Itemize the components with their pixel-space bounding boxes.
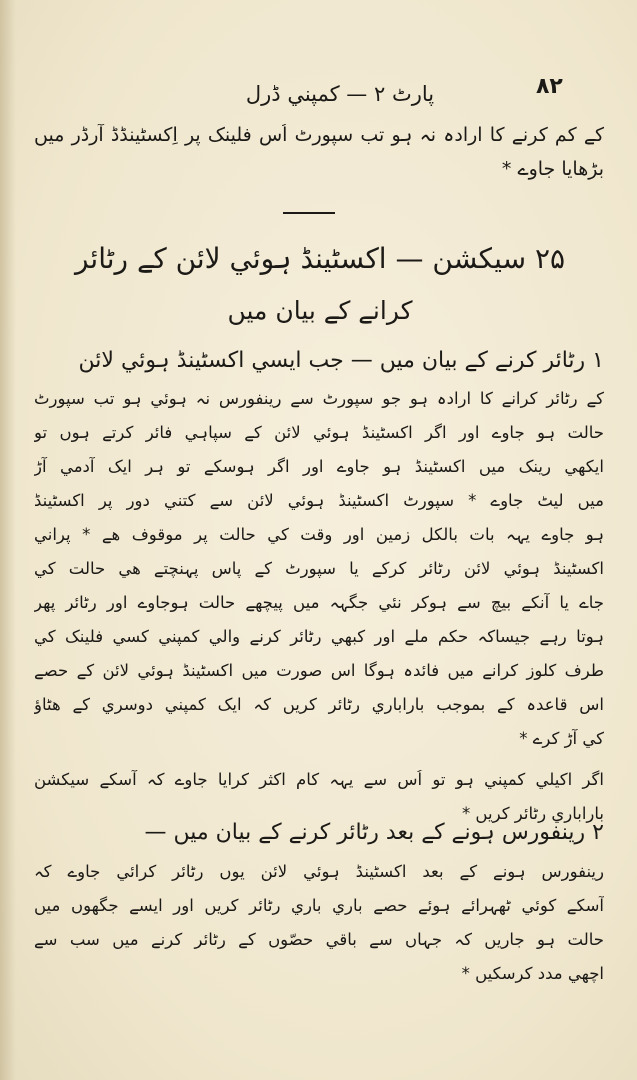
paragraph-line: رینفورس ہونے کے بعد اکسٹینڈ ہوئي لائن یوں رٹائر کرائي جاوے کہ — [34, 862, 604, 881]
paragraph-line: اس قاعدہ کے بموجب باراباري رٹائر کریں کہ ایک کمپني دوسري کے ھٹاؤ — [34, 695, 604, 714]
note-line: اگر اکیلي کمپني ہو تو اُس سے یہہ کام اکثر کرایا جاوے کہ آسکے سیکشن — [34, 770, 604, 789]
paragraph-line: ہوتا رہے جیساکہ حکم ملے اور کبھي رٹائر کرنے والي کمپني کسي فلینک کي — [34, 627, 604, 646]
paragraph-line: اکسٹینڈ ہوئي لائن رٹائر کرکے یا سپورٹ کے پاس پہنچتے ھي حالت کي — [34, 559, 604, 578]
subsection-1-heading: ۱ رٹائر کرنے کے بیان میں — جب ایسي اکسٹینڈ ہوئي لائن — [78, 348, 604, 373]
paragraph-line: حالت ہو جاوے اور اگر اکسٹینڈ ہوئي لائن کے سپاہي فائر کرتے ہوں تو — [34, 423, 604, 442]
note-line: باراباري رٹائر کریں * — [461, 804, 604, 823]
paragraph-line: جاے یا آنکے بیچ سے ہوکر نئي جگہہ میں پیچھے حالت ہوجاوے اور رٹائر پھر — [34, 593, 604, 612]
paragraph-line: حالت ہو جاریں کہ جہاں سے باقي حصّوں کے رٹائر کرنے میں سب سے — [34, 930, 604, 949]
section-divider — [283, 212, 335, 214]
paragraph-line: میں لیٹ جاوے * سپورٹ اکسٹینڈ ہوئي لائن سے کتني دور پر اکسٹینڈ — [34, 491, 604, 510]
intro-line: کے کم کرنے کا ارادہ نہ ہو تب سپورٹ اُس فلینک پر اِکسٹینڈڈ آرڈر میں — [34, 124, 604, 146]
paragraph-line: ہو جاوے یہہ بات بالکل زمین اور وقت کي حالت پر موقوف ھے * پراني — [34, 525, 604, 544]
page-number: ۸۲ — [536, 74, 563, 99]
paragraph-line: کي آڑ کرے * — [519, 729, 604, 748]
paragraph-line: طرف کلوز کرانے میں فائدہ ہوگا اس صورت میں اکسٹینڈ ہوئي لائن کے حصے — [34, 661, 604, 680]
paragraph-line: ایکھي رینک میں اکسٹینڈ ہو جاوے اور اگر ہوسکے تو ہر ایک آدمي آڑ — [34, 457, 604, 476]
paragraph-line: کے رٹائر کرانے کا ارادہ ہو جو سپورٹ سے رینفورس نہ ہوئي ہو تب سپورٹ — [34, 389, 604, 408]
subsection-2-heading: ۲ رینفورس ہونے کے بعد رٹائر کرنے کے بیان میں — — [144, 820, 604, 845]
paragraph-line: اچھي مدد کرسکیں * — [461, 964, 604, 983]
section-title: ۲۵ سیکشن — اکسٹینڈ ہوئي لائن کے رٹائر — [74, 242, 566, 275]
intro-line: بڑھایا جاوے * — [501, 158, 604, 180]
running-header: پارٹ ۲ — کمپني ڈرل — [245, 82, 435, 106]
paragraph-line: آسکے کوئي ٹھہرائے ہوئے حصے باري باري رٹائر کریں اور ایسے جگھوں میں — [34, 896, 604, 915]
section-title-continued: کرانے کے بیان میں — [227, 296, 413, 325]
page-edge-shadow — [0, 0, 16, 1080]
